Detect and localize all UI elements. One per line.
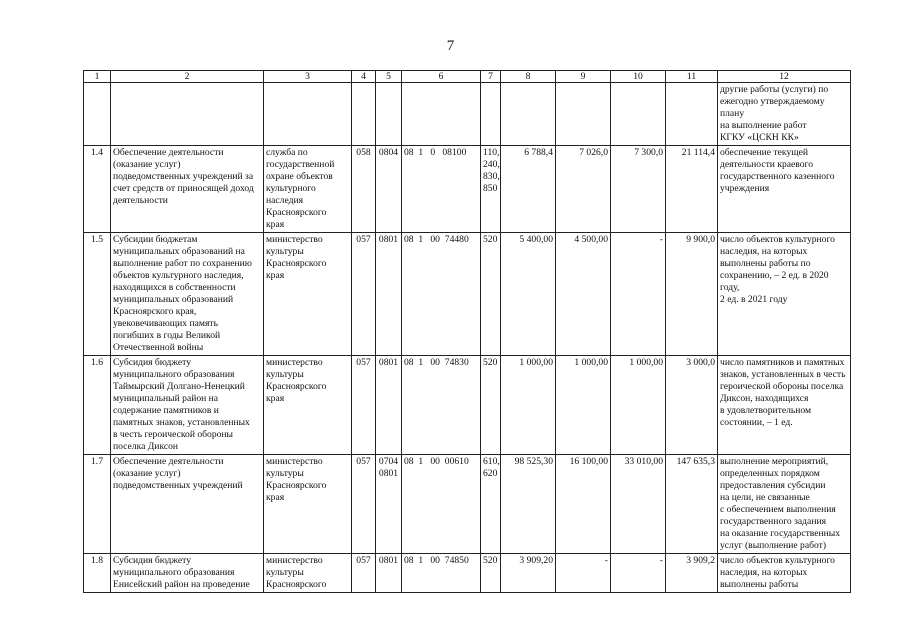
header-cell: 7 xyxy=(481,71,501,83)
page-number: 7 xyxy=(446,38,455,54)
cell-grbs: 057 xyxy=(352,233,376,356)
header-cell: 9 xyxy=(556,71,611,83)
table-row xyxy=(84,356,851,455)
cell-2019: 98 525,30 xyxy=(501,455,556,554)
cell-executor xyxy=(264,83,352,146)
cell-vr: 610, 620 xyxy=(481,455,501,554)
table-row xyxy=(84,554,851,593)
cell-2021: - xyxy=(611,554,666,593)
header-cell: 4 xyxy=(352,71,376,83)
cell-result: число памятников и памятных знаков, установленных в честь героической обороны поселка Диксон, находящихся в удовлетворительном состоянии, – 1 ед. xyxy=(718,356,851,455)
cell-vr: 520 xyxy=(481,554,501,593)
header-cell: 12 xyxy=(718,71,851,83)
cell-row-number: 1.8 xyxy=(84,554,111,593)
header-cell: 6 xyxy=(402,71,481,83)
table-row xyxy=(84,146,851,233)
cell-csr xyxy=(402,83,481,146)
cell-csr: 08 1 0 08100 xyxy=(402,146,481,233)
header-cell: 11 xyxy=(666,71,718,83)
cell-result: число объектов культурного наследия, на которых выполнены работы xyxy=(718,554,851,593)
cell-result: выполнение мероприятий, определенных порядком предоставления субсидии на цели, не связанные с обеспечением выполнения государственного задания на оказание государственных услуг (выполнение работ) xyxy=(718,455,851,554)
cell-grbs: 057 xyxy=(352,356,376,455)
cell-csr: 08 1 00 00610 xyxy=(402,455,481,554)
cell-rzpr: 0801 xyxy=(376,233,402,356)
cell-result: обеспечение текущей деятельности краевого государственного казенного учреждения xyxy=(718,146,851,233)
cell-2019: 1 000,00 xyxy=(501,356,556,455)
header-cell: 2 xyxy=(111,71,264,83)
cell-result: другие работы (услуги) по ежегодно утверждаемому плану на выполнение работ КГКУ «ЦСКН КК» xyxy=(718,83,851,146)
cell-2019: 6 788,4 xyxy=(501,146,556,233)
cell-total: 3 909,2 xyxy=(666,554,718,593)
cell-total: 147 635,3 xyxy=(666,455,718,554)
cell-row-number: 1.5 xyxy=(84,233,111,356)
header-cell: 1 xyxy=(84,71,111,83)
cell-event-name: Субсидия бюджету муниципального образования Таймырский Долгано-Ненецкий муниципальный район на содержание памятников и памятных знаков, установленных в честь героической обороны поселка Диксон xyxy=(111,356,264,455)
cell-grbs: 057 xyxy=(352,455,376,554)
program-table xyxy=(83,70,851,593)
cell-2020: - xyxy=(556,554,611,593)
cell-executor: министерство культуры Красноярского края xyxy=(264,233,352,356)
cell-result: число объектов культурного наследия, на которых выполнены работы по сохранению, – 2 ед. в 2020 году, 2 ед. в 2021 году xyxy=(718,233,851,356)
cell-2021: - xyxy=(611,233,666,356)
cell-vr: 520 xyxy=(481,233,501,356)
cell-2020: 7 026,0 xyxy=(556,146,611,233)
cell-event-name: Обеспечение деятельности (оказание услуг) подведомственных учреждений xyxy=(111,455,264,554)
cell-2020: 16 100,00 xyxy=(556,455,611,554)
header-cell: 8 xyxy=(501,71,556,83)
cell-executor: министерство культуры Красноярского xyxy=(264,554,352,593)
cell-event-name xyxy=(111,83,264,146)
cell-2021: 7 300,0 xyxy=(611,146,666,233)
cell-executor: служба по государственной охране объектов культурного наследия Красноярского края xyxy=(264,146,352,233)
cell-vr: 520 xyxy=(481,356,501,455)
cell-2021: 33 010,00 xyxy=(611,455,666,554)
cell-rzpr: 0801 xyxy=(376,356,402,455)
cell-2019 xyxy=(501,83,556,146)
cell-event-name: Обеспечение деятельности (оказание услуг) подведомственных учреждений за счет средств от приносящей доход деятельности xyxy=(111,146,264,233)
cell-vr: 110, 240, 830, 850 xyxy=(481,146,501,233)
cell-event-name: Субсидии бюджетам муниципальных образований на выполнение работ по сохранению объектов культурного наследия, находящихся в собственности муниципальных образований Красноярского края, увековечивающих память погибших в годы Великой Отечественной войны xyxy=(111,233,264,356)
cell-csr: 08 1 00 74830 xyxy=(402,356,481,455)
header-cell: 5 xyxy=(376,71,402,83)
cell-rzpr: 0704 0801 xyxy=(376,455,402,554)
table-row xyxy=(84,83,851,146)
cell-2020: 1 000,00 xyxy=(556,356,611,455)
cell-2020 xyxy=(556,83,611,146)
cell-event-name: Субсидия бюджету муниципального образования Енисейский район на проведение xyxy=(111,554,264,593)
table-row xyxy=(84,455,851,554)
header-row xyxy=(84,71,851,83)
cell-executor: министерство культуры Красноярского края xyxy=(264,455,352,554)
cell-2021: 1 000,00 xyxy=(611,356,666,455)
cell-2021 xyxy=(611,83,666,146)
cell-grbs xyxy=(352,83,376,146)
cell-row-number: 1.6 xyxy=(84,356,111,455)
cell-total: 21 114,4 xyxy=(666,146,718,233)
cell-total: 9 900,0 xyxy=(666,233,718,356)
cell-rzpr: 0801 xyxy=(376,554,402,593)
cell-total xyxy=(666,83,718,146)
cell-row-number xyxy=(84,83,111,146)
cell-rzpr: 0804 xyxy=(376,146,402,233)
cell-executor: министерство культуры Красноярского края xyxy=(264,356,352,455)
cell-grbs: 057 xyxy=(352,554,376,593)
cell-row-number: 1.4 xyxy=(84,146,111,233)
cell-rzpr xyxy=(376,83,402,146)
cell-vr xyxy=(481,83,501,146)
cell-2020: 4 500,00 xyxy=(556,233,611,356)
cell-2019: 3 909,20 xyxy=(501,554,556,593)
cell-csr: 08 1 00 74850 xyxy=(402,554,481,593)
header-cell: 3 xyxy=(264,71,352,83)
cell-grbs: 058 xyxy=(352,146,376,233)
header-cell: 10 xyxy=(611,71,666,83)
cell-csr: 08 1 00 74480 xyxy=(402,233,481,356)
table-row xyxy=(84,233,851,356)
cell-total: 3 000,0 xyxy=(666,356,718,455)
cell-2019: 5 400,00 xyxy=(501,233,556,356)
cell-row-number: 1.7 xyxy=(84,455,111,554)
